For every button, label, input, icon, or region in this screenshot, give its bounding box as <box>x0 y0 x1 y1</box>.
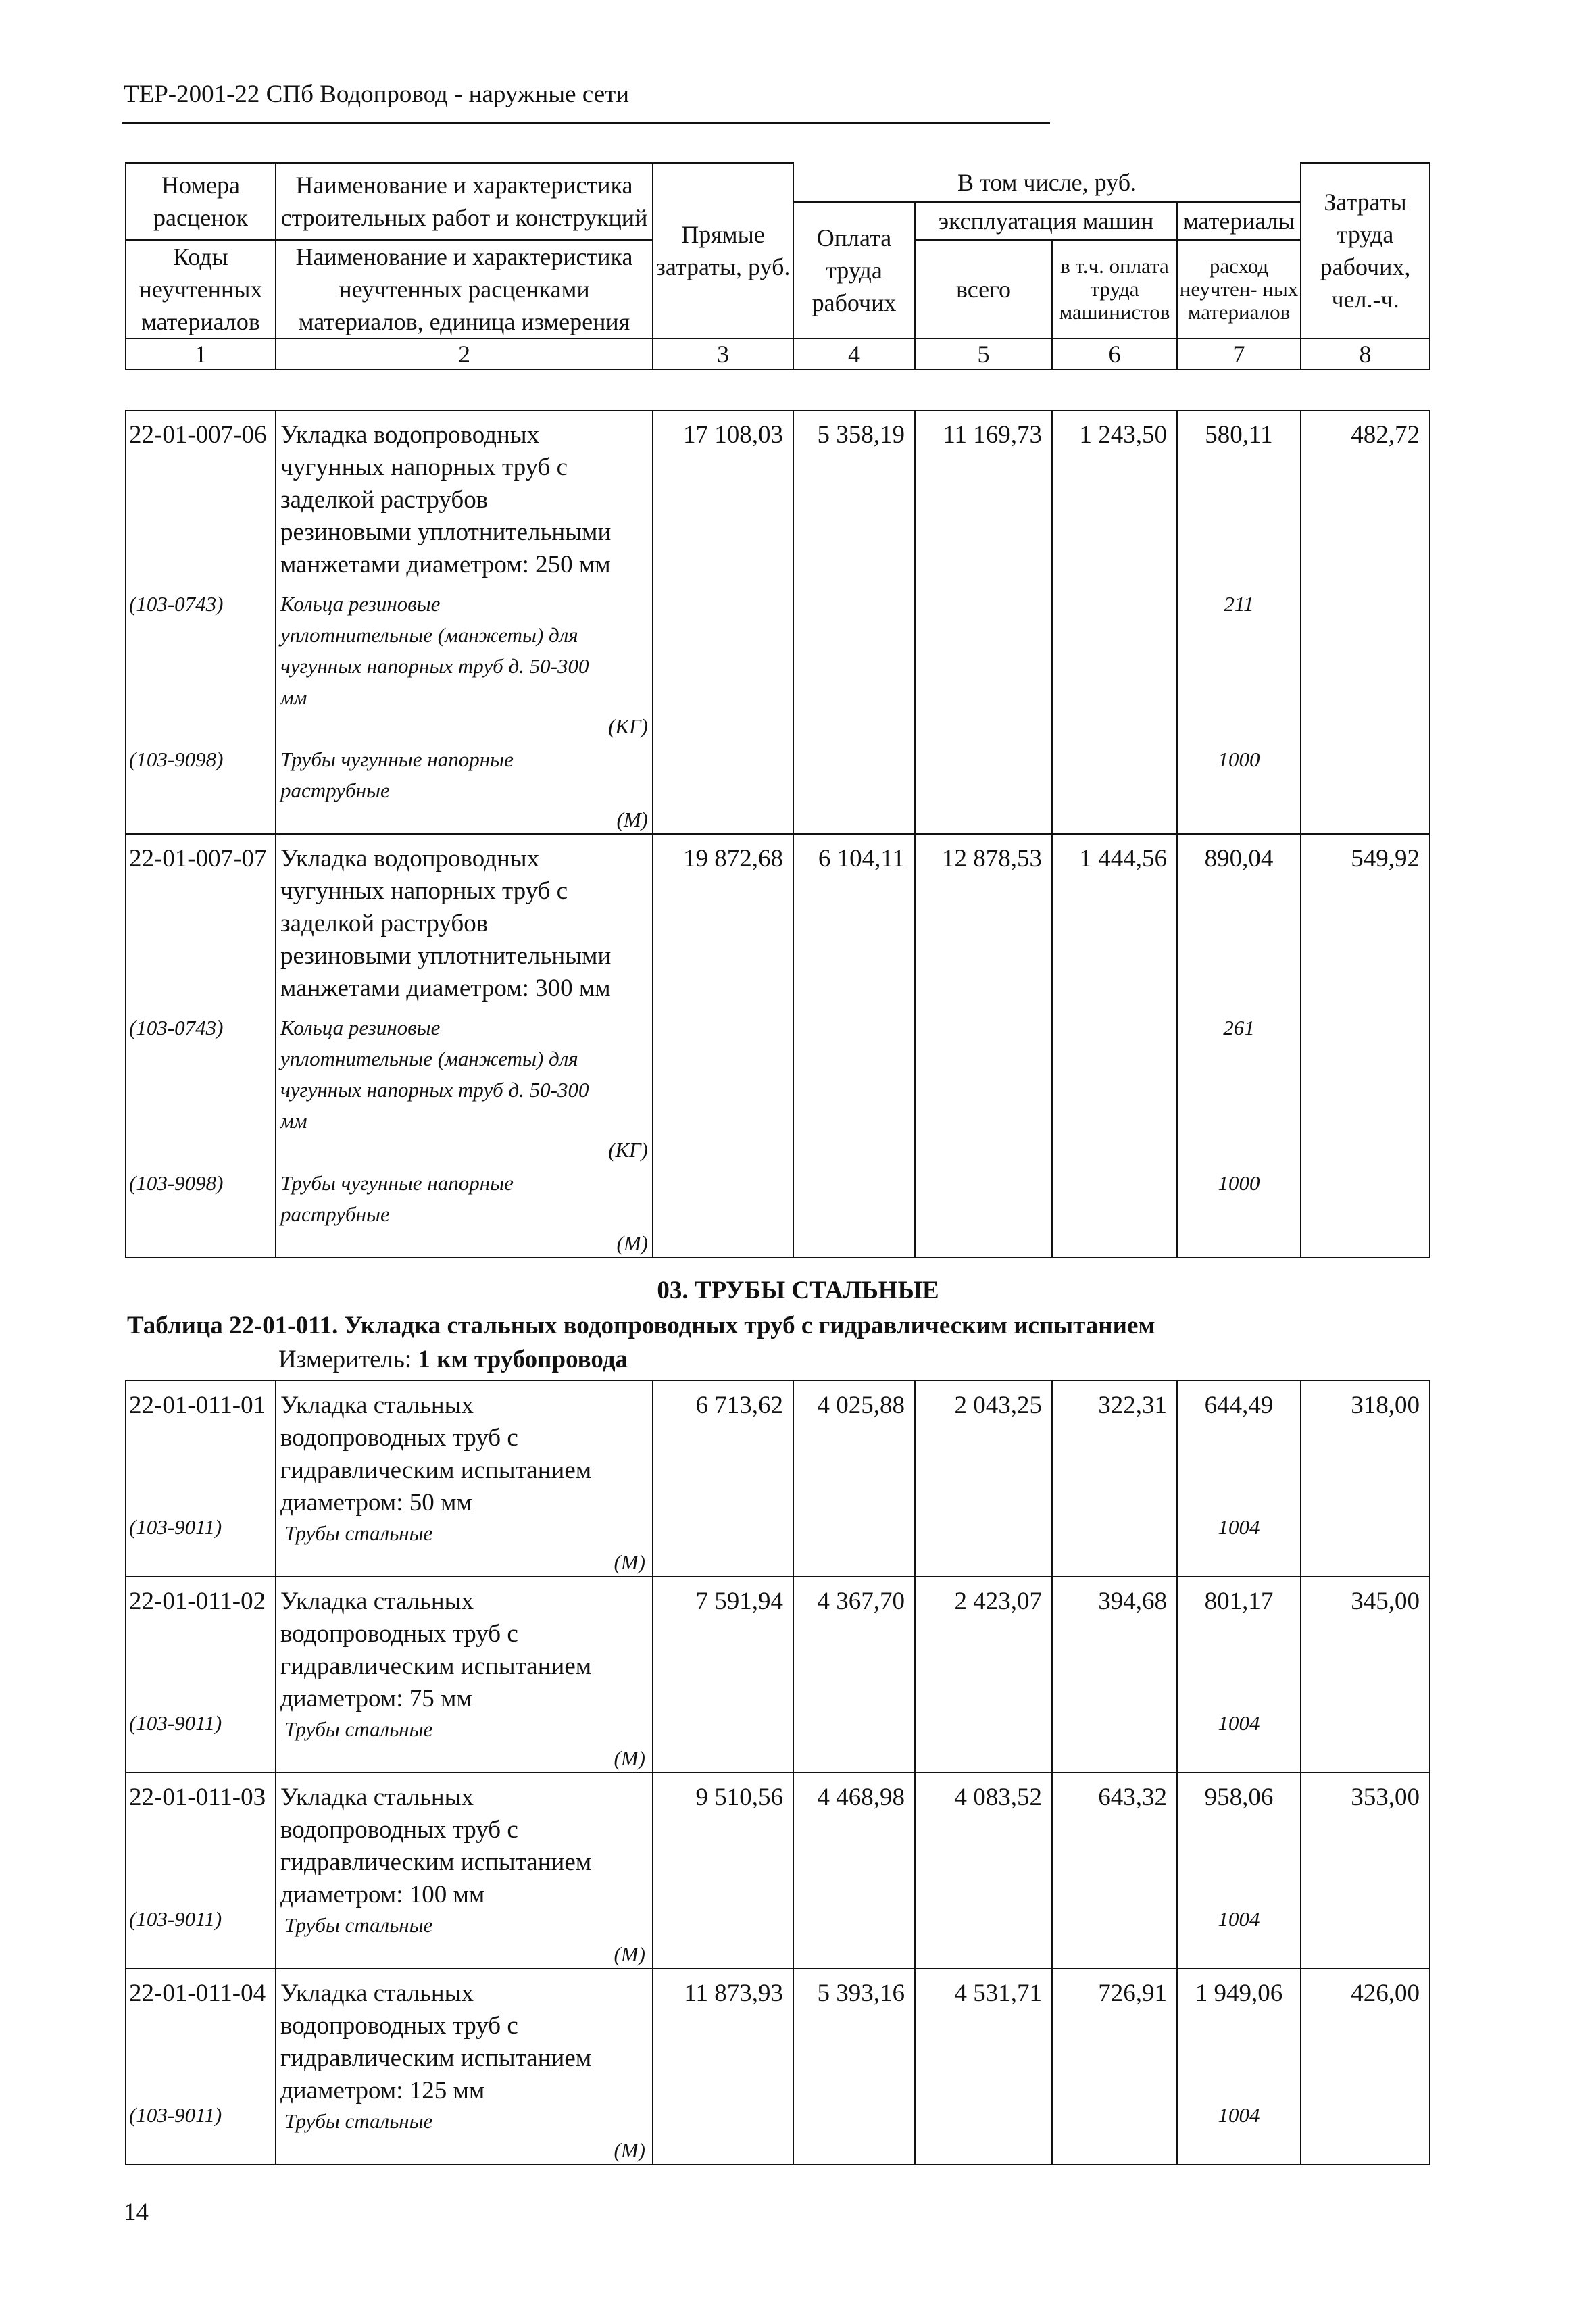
work-name-line: водопроводных труб с <box>280 2012 518 2040</box>
materials-value <box>1177 1773 1301 1969</box>
empty-cell <box>793 740 915 834</box>
header-direct-costs: Прямые затраты, руб. <box>653 163 793 339</box>
rate-code-text: 22-01-011-02 <box>129 1587 266 1615</box>
empty-cell <box>1301 585 1430 740</box>
machinist-pay-value <box>1052 1381 1177 1577</box>
material-unit: (М) <box>614 2138 645 2162</box>
labor-hours-value-text: 426,00 <box>1351 1979 1420 2007</box>
direct-cost-value <box>653 1773 793 1969</box>
labor-pay-value <box>793 1577 915 1773</box>
work-name-line: резиновыми уплотнительными <box>280 942 612 970</box>
material-name <box>276 585 653 740</box>
table-row <box>126 1773 1430 1969</box>
material-qty: 1004 <box>1218 1907 1260 1931</box>
header-materials-name: Наименование и характеристика неучтенных расценками материалов, единица измерения <box>276 240 653 339</box>
header-work-name: Наименование и характеристика строительных работ и конструкций <box>276 163 653 240</box>
empty-cell <box>793 585 915 740</box>
materials-value <box>1177 1577 1301 1773</box>
material-name-line: уплотнительные (манжеты) для <box>280 1047 578 1070</box>
labor-hours-value: 482,72 <box>1301 410 1430 585</box>
work-name-line: резиновыми уплотнительными <box>280 518 612 546</box>
material-name: Трубы стальные <box>284 1717 433 1741</box>
meter-line <box>278 1345 628 1374</box>
header-num-4: 4 <box>793 339 915 370</box>
work-name-line: водопроводных труб с <box>280 1424 518 1452</box>
rate-code-text: 22-01-011-01 <box>129 1392 266 1419</box>
materials-value-text: 958,06 <box>1204 1783 1274 1811</box>
material-code: (103-9011) <box>129 1907 222 1931</box>
machinist-pay-value-text: 643,32 <box>1098 1783 1167 1811</box>
material-qty: 261 <box>1177 1008 1301 1164</box>
material-qty: 1000 <box>1177 740 1301 834</box>
rate-code <box>126 1773 276 1969</box>
machines-total-value: 12 878,53 <box>915 834 1052 1008</box>
header-including: В том числе, руб. <box>793 163 1301 202</box>
header-num-3: 3 <box>653 339 793 370</box>
work-name-line: диаметром: 125 мм <box>280 2077 485 2104</box>
material-unit: (КГ) <box>608 1138 648 1162</box>
material-qty: 1004 <box>1218 1515 1260 1539</box>
direct-cost-value-text: 7 591,94 <box>695 1587 783 1615</box>
machines-total-value-text: 4 531,71 <box>954 1979 1042 2007</box>
work-name-line: диаметром: 75 мм <box>280 1685 472 1713</box>
labor-hours-value <box>1301 1773 1430 1969</box>
work-name-line: чугунных напорных труб с <box>280 453 568 481</box>
empty-cell <box>1052 1164 1177 1258</box>
labor-pay-value: 5 358,19 <box>793 410 915 585</box>
labor-pay-value-text: 5 393,16 <box>817 1979 905 2007</box>
machines-total-value-text: 4 083,52 <box>954 1783 1042 1811</box>
rate-code <box>126 1381 276 1577</box>
machinist-pay-value-text: 394,68 <box>1098 1587 1167 1615</box>
material-qty: 1004 <box>1218 1711 1260 1735</box>
rate-code <box>126 1577 276 1773</box>
labor-pay-value <box>793 1773 915 1969</box>
materials-value-text: 801,17 <box>1204 1587 1274 1615</box>
material-row <box>126 1008 1430 1164</box>
work-name <box>276 834 653 1008</box>
rate-code: 22-01-007-06 <box>126 410 276 585</box>
work-name-line: гидравлическим испытанием <box>280 1652 592 1680</box>
machinist-pay-value <box>1052 1773 1177 1969</box>
header-num-1: 1 <box>126 339 276 370</box>
direct-cost-value <box>653 1381 793 1577</box>
work-name-line: Укладка стальных <box>280 1979 474 2007</box>
labor-hours-value <box>1301 1969 1430 2165</box>
material-name-line: мм <box>280 1109 307 1133</box>
empty-cell <box>653 1164 793 1258</box>
work-name-line: гидравлическим испытанием <box>280 1848 592 1876</box>
material-name-line: раструбные <box>280 1202 390 1226</box>
rate-code-text: 22-01-011-04 <box>129 1979 266 2007</box>
header-num-8: 8 <box>1301 339 1430 370</box>
work-name-line: заделкой раструбов <box>280 486 489 514</box>
direct-cost-value-text: 11 873,93 <box>684 1979 783 2007</box>
header-materials: материалы <box>1177 202 1301 240</box>
labor-hours-value <box>1301 1577 1430 1773</box>
work-name-line: Укладка водопроводных <box>280 845 540 872</box>
running-head: ТЕР-2001-22 СПб Водопровод - наружные сети <box>124 80 630 108</box>
material-name-line: Трубы чугунные напорные <box>280 1171 514 1195</box>
material-row <box>126 1164 1430 1258</box>
machinist-pay-value: 1 243,50 <box>1052 410 1177 585</box>
empty-cell <box>1052 740 1177 834</box>
materials-value: 890,04 <box>1177 834 1301 1008</box>
work-name-line: Укладка водопроводных <box>280 421 540 449</box>
machinist-pay-value: 1 444,56 <box>1052 834 1177 1008</box>
direct-cost-value: 19 872,68 <box>653 834 793 1008</box>
table-row <box>126 1577 1430 1773</box>
labor-pay-value-text: 4 468,98 <box>817 1783 905 1811</box>
header-machinist-pay: в т.ч. оплата труда машинистов <box>1052 240 1177 339</box>
material-name-line: чугунных напорных труб д. 50-300 <box>280 1078 589 1102</box>
material-code: (103-9098) <box>126 740 276 834</box>
header-codes: Коды неучтенных материалов <box>126 240 276 339</box>
header-labor-pay: Оплата труда рабочих <box>793 202 915 339</box>
header-num-2: 2 <box>276 339 653 370</box>
material-name <box>276 740 653 834</box>
empty-cell <box>653 740 793 834</box>
rates-table-steel <box>125 1380 1430 2165</box>
direct-cost-value <box>653 1969 793 2165</box>
work-name <box>276 1381 653 1577</box>
work-name <box>276 1969 653 2165</box>
machines-total-value <box>915 1577 1052 1773</box>
material-name <box>276 1164 653 1258</box>
table-title: Таблица 22-01-011. Укладка стальных водопроводных труб с гидравлическим испытанием <box>127 1312 1155 1339</box>
material-name-line: раструбные <box>280 779 390 802</box>
materials-value: 580,11 <box>1177 410 1301 585</box>
header-num-7: 7 <box>1177 339 1301 370</box>
machines-total-value <box>915 1969 1052 2165</box>
empty-cell <box>653 585 793 740</box>
labor-pay-value-text: 4 367,70 <box>817 1587 905 1615</box>
empty-cell <box>653 1008 793 1164</box>
table-row <box>126 1969 1430 2165</box>
empty-cell <box>1301 1008 1430 1164</box>
direct-cost-value-text: 9 510,56 <box>695 1783 783 1811</box>
machinist-pay-value-text: 322,31 <box>1098 1392 1167 1419</box>
work-name-line: Укладка стальных <box>280 1783 474 1811</box>
work-name-line: водопроводных труб с <box>280 1816 518 1844</box>
table-row <box>126 1381 1430 1577</box>
material-qty: 1000 <box>1177 1164 1301 1258</box>
work-name-line: Укладка стальных <box>280 1392 474 1419</box>
empty-cell <box>915 1164 1052 1258</box>
material-unit: (М) <box>614 1746 645 1770</box>
machines-total-value <box>915 1381 1052 1577</box>
material-name: Трубы стальные <box>284 1521 433 1545</box>
header-machines-total: всего <box>915 240 1052 339</box>
work-name-line: гидравлическим испытанием <box>280 2044 592 2072</box>
labor-hours-value-text: 318,00 <box>1351 1392 1420 1419</box>
direct-cost-value: 17 108,03 <box>653 410 793 585</box>
work-name-line: диаметром: 100 мм <box>280 1881 485 1909</box>
material-row <box>126 585 1430 740</box>
material-name-line: Трубы чугунные напорные <box>280 747 514 771</box>
header-material-consumption: расход неучтен- ных материалов <box>1177 240 1301 339</box>
material-code: (103-0743) <box>126 1008 276 1164</box>
machinist-pay-value <box>1052 1969 1177 2165</box>
direct-cost-value-text: 6 713,62 <box>695 1392 783 1419</box>
material-row <box>126 740 1430 834</box>
machines-total-value-text: 2 423,07 <box>954 1587 1042 1615</box>
work-name-line: манжетами диаметром: 300 мм <box>280 975 611 1002</box>
material-name: Трубы стальные <box>284 2109 433 2133</box>
material-unit: (М) <box>616 1231 648 1255</box>
empty-cell <box>793 1164 915 1258</box>
material-code: (103-9011) <box>129 1711 222 1735</box>
material-name: Трубы стальные <box>284 1913 433 1937</box>
work-name-line: гидравлическим испытанием <box>280 1456 592 1484</box>
rate-code: 22-01-007-07 <box>126 834 276 1008</box>
material-unit: (КГ) <box>608 714 648 738</box>
rate-code <box>126 1969 276 2165</box>
empty-cell <box>915 1008 1052 1164</box>
material-name-line: Кольца резиновые <box>280 1016 441 1039</box>
materials-value <box>1177 1381 1301 1577</box>
header-labor-hours: Затраты труда рабочих, чел.-ч. <box>1301 163 1430 339</box>
empty-cell <box>1052 1008 1177 1164</box>
empty-cell <box>915 740 1052 834</box>
empty-cell <box>1301 1164 1430 1258</box>
work-name-line: водопроводных труб с <box>280 1620 518 1648</box>
rates-table-cast-iron <box>125 410 1430 1258</box>
table-row <box>126 410 1430 585</box>
work-name-line: заделкой раструбов <box>280 910 489 937</box>
material-code: (103-9098) <box>126 1164 276 1258</box>
labor-pay-value-text: 4 025,88 <box>817 1392 905 1419</box>
empty-cell <box>1301 740 1430 834</box>
material-qty: 211 <box>1177 585 1301 740</box>
materials-value-text: 644,49 <box>1204 1392 1274 1419</box>
work-name-line: Укладка стальных <box>280 1587 474 1615</box>
machines-total-value <box>915 1773 1052 1969</box>
labor-hours-value <box>1301 1381 1430 1577</box>
empty-cell <box>915 585 1052 740</box>
machines-total-value: 11 169,73 <box>915 410 1052 585</box>
materials-value-text: 1 949,06 <box>1195 1979 1283 2007</box>
column-header-table <box>125 162 1430 370</box>
header-machines: эксплуатация машин <box>915 202 1177 240</box>
table-row <box>126 834 1430 1008</box>
rate-code-text: 22-01-011-03 <box>129 1783 266 1811</box>
direct-cost-value <box>653 1577 793 1773</box>
empty-cell <box>793 1008 915 1164</box>
header-num-6: 6 <box>1052 339 1177 370</box>
labor-hours-value-text: 353,00 <box>1351 1783 1420 1811</box>
material-unit: (М) <box>616 808 648 831</box>
header-num-5: 5 <box>915 339 1052 370</box>
labor-pay-value: 6 104,11 <box>793 834 915 1008</box>
machinist-pay-value <box>1052 1577 1177 1773</box>
machines-total-value-text: 2 043,25 <box>954 1392 1042 1419</box>
section-title: 03. ТРУБЫ СТАЛЬНЫЕ <box>657 1277 939 1304</box>
material-name-line: Кольца резиновые <box>280 592 441 616</box>
meter-value: 1 км трубопровода <box>418 1346 628 1373</box>
work-name <box>276 1577 653 1773</box>
materials-value <box>1177 1969 1301 2165</box>
labor-pay-value <box>793 1381 915 1577</box>
work-name <box>276 410 653 585</box>
material-name-line: мм <box>280 685 307 709</box>
meter-label: Измеритель: <box>278 1346 412 1373</box>
material-name-line: уплотнительные (манжеты) для <box>280 623 578 647</box>
empty-cell <box>1052 585 1177 740</box>
labor-pay-value <box>793 1969 915 2165</box>
material-unit: (М) <box>614 1942 645 1966</box>
material-name-line: чугунных напорных труб д. 50-300 <box>280 654 589 678</box>
material-code: (103-9011) <box>129 2103 222 2127</box>
header-rates-numbers: Номера расценок <box>126 163 276 240</box>
material-code: (103-0743) <box>126 585 276 740</box>
work-name-line: чугунных напорных труб с <box>280 877 568 905</box>
machinist-pay-value-text: 726,91 <box>1098 1979 1167 2007</box>
material-qty: 1004 <box>1218 2103 1260 2127</box>
labor-hours-value-text: 345,00 <box>1351 1587 1420 1615</box>
work-name <box>276 1773 653 1969</box>
material-name <box>276 1008 653 1164</box>
work-name-line: манжетами диаметром: 250 мм <box>280 551 611 578</box>
material-code: (103-9011) <box>129 1515 222 1539</box>
labor-hours-value: 549,92 <box>1301 834 1430 1008</box>
page-number: 14 <box>124 2198 149 2226</box>
header-rule <box>122 122 1050 124</box>
material-unit: (М) <box>614 1550 645 1574</box>
work-name-line: диаметром: 50 мм <box>280 1489 472 1517</box>
